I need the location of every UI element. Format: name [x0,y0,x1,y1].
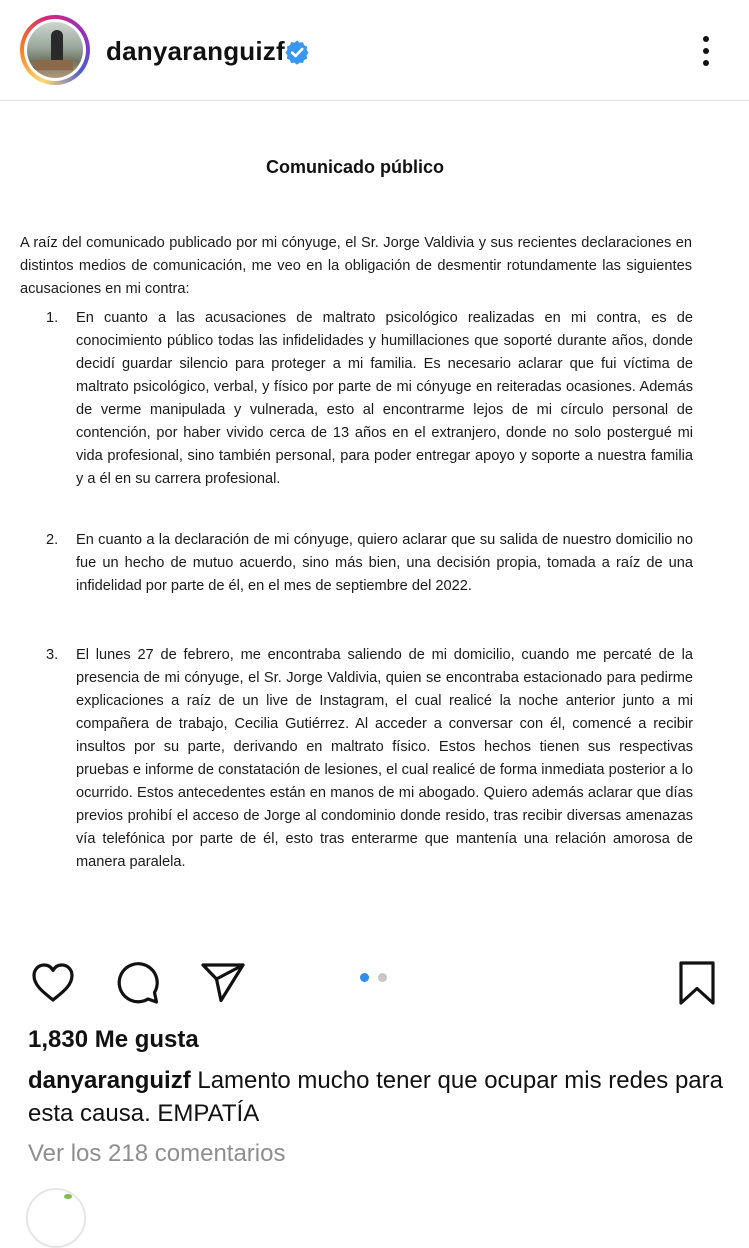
document-intro: A raíz del comunicado publicado por mi cónyuge, el Sr. Jorge Valdivia y sus recientes declaraciones en distintos medios de comunicación, me veo en la obligación de desmentir rotundamente las siguientes acusaciones en mi contra: [20,235,692,297]
more-dot [703,36,709,42]
post-caption [28,1064,728,1130]
paper-plane-icon[interactable] [200,960,246,1006]
comment-bubble-icon[interactable] [115,960,161,1006]
more-dot [703,48,709,54]
avatar[interactable] [20,15,90,85]
list-item-number: 2. [46,532,59,548]
list-item-text: En cuanto a las acusaciones de maltrato psicológico realizadas en mi contra, es de conocimiento público todas las infidelidades y humillaciones que soporté durante años, donde decidí guardar silencio para proteger a mi familia. Es necesario aclarar que fui víctima de maltrato psicológico, verbal, y físico por parte de mi cónyuge en reiteradas ocasiones. Además de verme manipulada y vulnerada, esto al encontrarme lejos de mi círculo personal de contención, por haber vivido cerca de 13 años en el extranjero, donde no solo postergué mi vida profesional, sino también personal, para poder entregar apoyo y soporte a nuestra familia y a él en su carrera profesional. [76,310,693,487]
avatar-bench [33,60,73,70]
caption-text: Lamento mucho tener que ocupar mis redes para esta causa. EMPATÍA [28,1067,723,1127]
view-comments-link[interactable]: Ver los 218 comentarios [28,1140,286,1167]
avatar-ring-gap [24,19,86,81]
avatar-photo [27,22,83,78]
post-image-document[interactable] [0,101,749,940]
post-username[interactable]: danyaranguizf [106,36,285,66]
avatar-person-silhouette [51,30,63,64]
more-dot [703,60,709,66]
post-header [0,0,749,101]
caption-username[interactable]: danyaranguizf [28,1067,198,1094]
carousel-dot-active [360,973,369,982]
carousel-indicator [360,973,400,983]
post-action-bar [0,940,749,1020]
bookmark-icon[interactable] [674,960,720,1006]
next-post-avatar[interactable] [26,1188,86,1248]
list-item-number: 3. [46,647,59,663]
list-item-text: En cuanto a la declaración de mi cónyuge, quiero aclarar que su salida de nuestro domicilio no fue un hecho de mutuo acuerdo, sino más bien, una decisión propia, tomada a raíz de una infidelidad por parte de él, en el mes de septiembre del 2022. [76,532,693,594]
more-options-icon[interactable] [692,30,720,72]
document-title: Comunicado público [266,157,444,177]
list-item-number: 1. [46,310,59,326]
verified-badge-icon [284,39,310,65]
heart-icon[interactable] [30,960,76,1006]
list-item-text: El lunes 27 de febrero, me encontraba saliendo de mi domicilio, cuando me percaté de la presencia de mi cónyuge, el Sr. Jorge Valdivia, quien se encontraba estacionado para pedirme explicaciones a raíz de un live de Instagram, el cual realicé la noche anterior junto a mi compañera de trabajo, Cecilia Gutiérrez. Al acceder a conversar con él, comencé a recibir insultos por su parte, derivando en maltrato físico. Estos hechos tienen sus respectivas pruebas e informe de constatación de lesiones, el cual realicé de forma inmediata posterior a lo ocurrido. Estos antecedentes están en manos de mi abogado. Quiero además aclarar que días previos prohibí el acceso de Jorge al condominio donde resido, tras recibir diversas amenazas vía telefónica por parte de él, esto tras enterarme que mantenía una relación amorosa de manera paralela. [76,647,693,870]
leaf-icon [64,1194,72,1199]
carousel-dot [378,973,387,982]
likes-count[interactable]: 1,830 Me gusta [28,1026,199,1053]
